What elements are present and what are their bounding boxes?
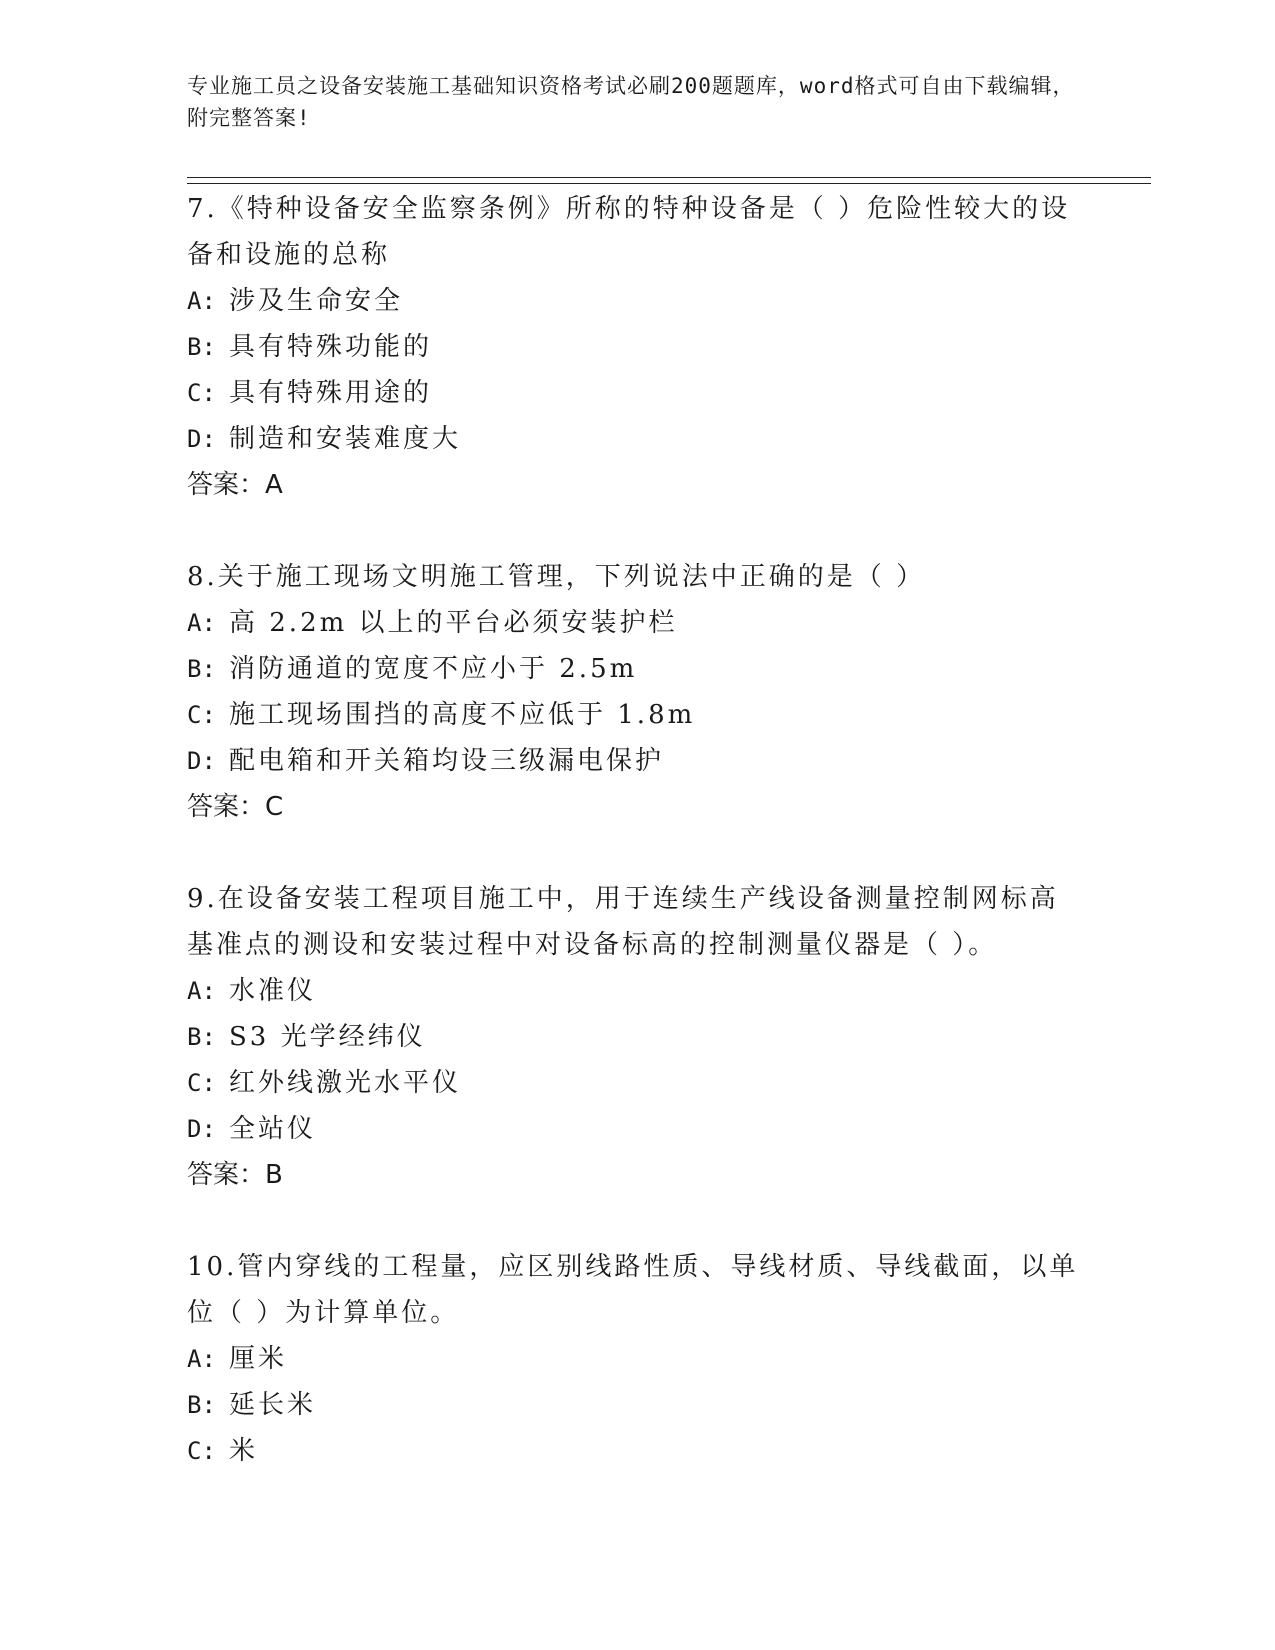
- option-text: 米: [229, 1436, 259, 1466]
- option-text: 涉及生命安全: [229, 286, 404, 316]
- option-letter: D:: [187, 1115, 216, 1143]
- option-letter: A:: [187, 977, 216, 1005]
- question-text: 7.《特种设备安全监察条例》所称的特种设备是（ ）危险性较大的设备和设施的总称: [187, 194, 1071, 270]
- option-c: [187, 1428, 1087, 1474]
- option-letter: B:: [187, 333, 216, 361]
- option-text: 红外线激光水平仪: [229, 1068, 462, 1098]
- option-letter: C:: [187, 701, 216, 729]
- option-letter: A:: [187, 1345, 216, 1373]
- option-c: [187, 692, 1087, 738]
- option-letter: B:: [187, 1023, 216, 1051]
- option-letter: B:: [187, 1391, 216, 1419]
- answer-line: 答案：C: [187, 792, 284, 822]
- question-7: [187, 186, 1087, 508]
- option-text: 施工现场围挡的高度不应低于 1.8m: [229, 700, 696, 730]
- option-text: 具有特殊功能的: [229, 332, 433, 362]
- option-b: [187, 646, 1087, 692]
- question-text: 9.在设备安装工程项目施工中，用于连续生产线设备测量控制网标高基准点的测设和安装过程中对设备标高的控制测量仪器是（ ）。: [187, 884, 1059, 960]
- option-letter: C:: [187, 1069, 216, 1097]
- option-b: [187, 324, 1087, 370]
- option-b: [187, 1014, 1087, 1060]
- option-text: 制造和安装难度大: [229, 424, 462, 454]
- option-text: 具有特殊用途的: [229, 378, 433, 408]
- option-letter: A:: [187, 609, 216, 637]
- option-text: 水准仪: [229, 976, 317, 1006]
- option-a: [187, 968, 1087, 1014]
- header-divider-top: [187, 177, 1151, 178]
- option-text: 延长米: [229, 1390, 317, 1420]
- question-list: [187, 186, 1087, 1474]
- option-a: [187, 600, 1087, 646]
- option-text: 全站仪: [229, 1114, 317, 1144]
- option-d: [187, 738, 1087, 784]
- option-text: 配电箱和开关箱均设三级漏电保护: [229, 746, 665, 776]
- option-letter: A:: [187, 287, 216, 315]
- question-10: [187, 1244, 1087, 1474]
- option-c: [187, 1060, 1087, 1106]
- question-8: [187, 554, 1087, 830]
- option-letter: B:: [187, 655, 216, 683]
- option-letter: D:: [187, 425, 216, 453]
- option-text: 高 2.2m 以上的平台必须安装护栏: [229, 608, 678, 638]
- option-letter: C:: [187, 379, 216, 407]
- document-header: 专业施工员之设备安装施工基础知识资格考试必刷200题题库，word格式可自由下载编辑，附完整答案!: [187, 74, 1075, 130]
- question-9: [187, 876, 1087, 1198]
- answer-line: 答案：A: [187, 470, 283, 500]
- answer-line: 答案：B: [187, 1160, 283, 1190]
- option-c: [187, 370, 1087, 416]
- option-letter: C:: [187, 1437, 216, 1465]
- option-text: 消防通道的宽度不应小于 2.5m: [229, 654, 638, 684]
- option-a: [187, 278, 1087, 324]
- option-d: [187, 416, 1087, 462]
- option-a: [187, 1336, 1087, 1382]
- question-text: 10.管内穿线的工程量，应区别线路性质、导线材质、导线截面，以单位（ ）为计算单位。: [187, 1252, 1079, 1328]
- header-divider-bottom: [187, 183, 1151, 184]
- option-b: [187, 1382, 1087, 1428]
- option-d: [187, 1106, 1087, 1152]
- question-text: 8.关于施工现场文明施工管理，下列说法中正确的是（ ）: [187, 562, 926, 592]
- option-text: 厘米: [229, 1344, 288, 1374]
- option-text: S3 光学经纬仪: [229, 1022, 426, 1052]
- option-letter: D:: [187, 747, 216, 775]
